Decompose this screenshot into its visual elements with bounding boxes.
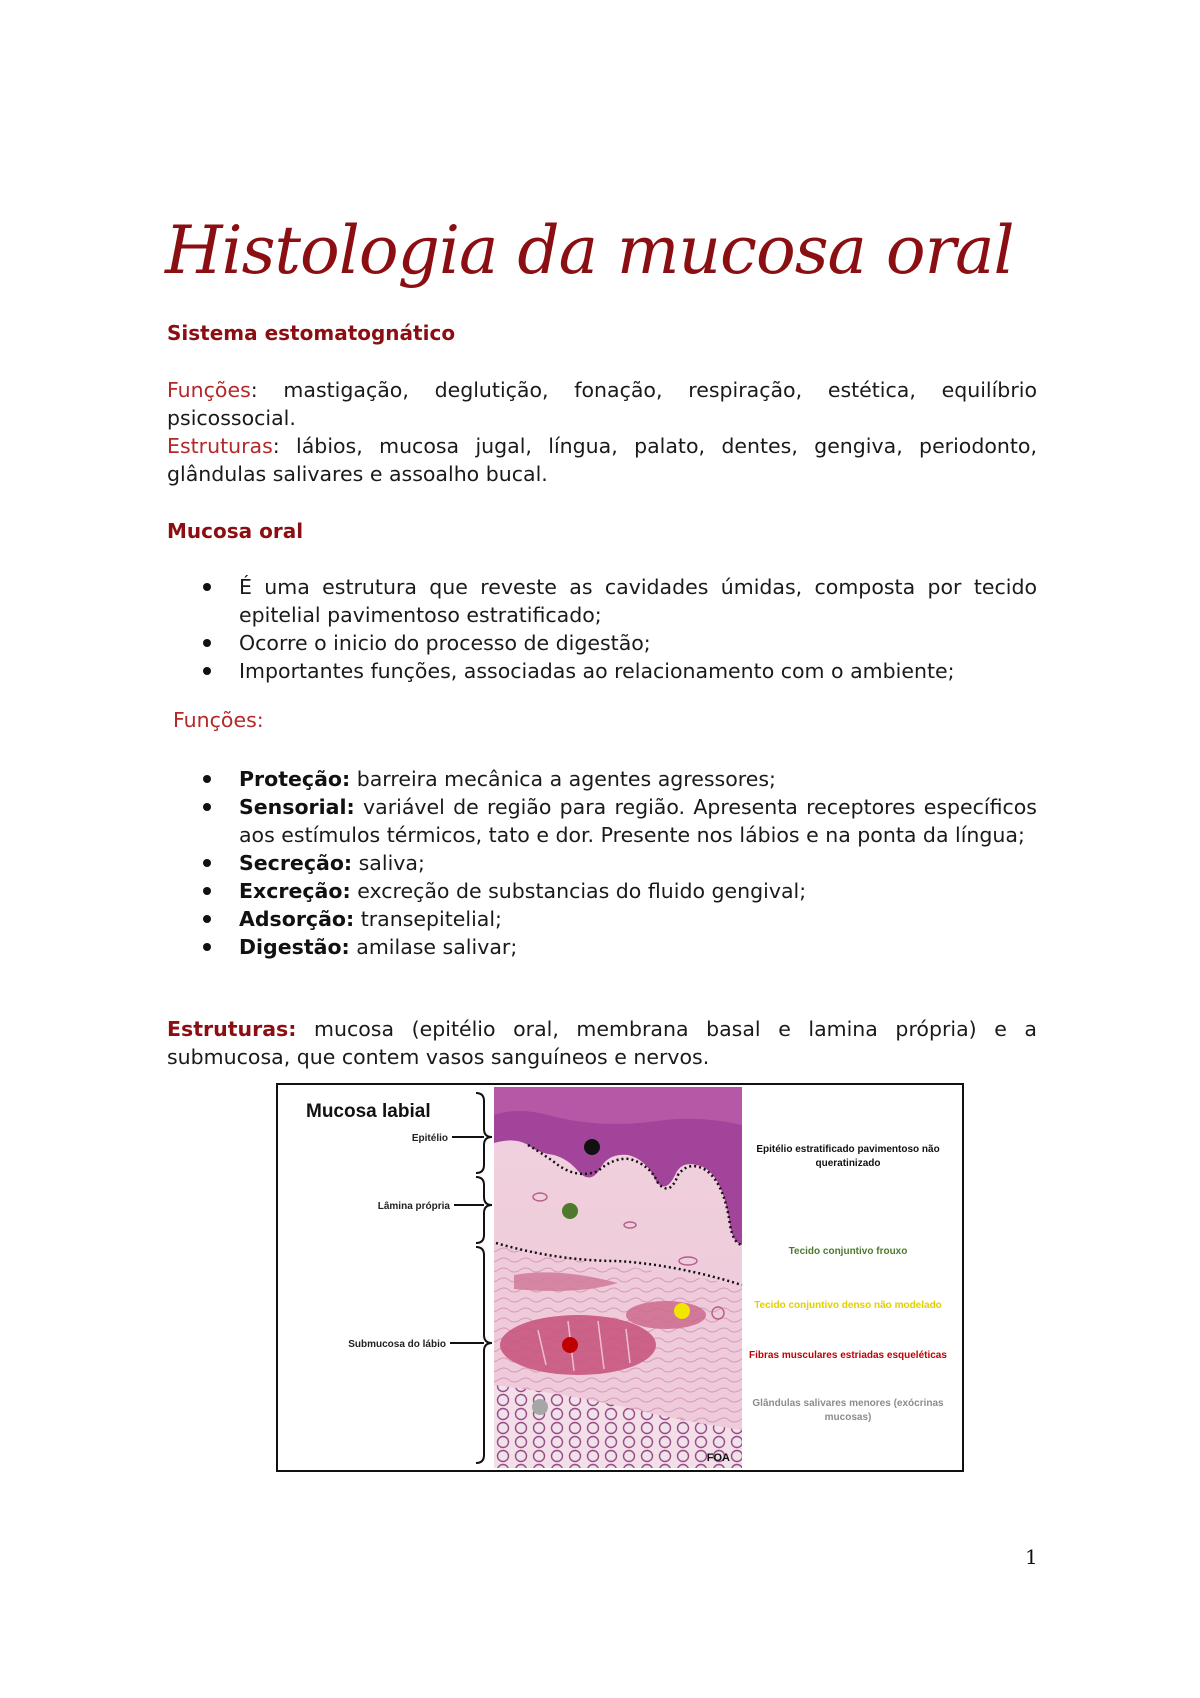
- loose-tissue-marker: [562, 1203, 578, 1219]
- epithelium-marker: [584, 1139, 600, 1155]
- list-item: [167, 573, 1037, 629]
- figure-legend: [748, 1143, 948, 1431]
- functions-label: Funções: [167, 378, 251, 402]
- heading-mucosa-oral: Mucosa oral: [167, 519, 304, 543]
- histology-image: [494, 1087, 742, 1468]
- histology-figure: [276, 1083, 964, 1472]
- bullet-icon: [203, 667, 211, 675]
- functions-text: : mastigação, deglutição, fonação, respiração, estética, equilíbrio psicossocial.: [167, 378, 1037, 430]
- item-text: saliva;: [352, 851, 425, 875]
- document-title: Histologia da mucosa oral: [165, 212, 1014, 289]
- mucosa-oral-bullet-list: [167, 573, 1037, 685]
- list-item: [167, 629, 1037, 657]
- list-item: [167, 657, 1037, 685]
- list-item-text: Importantes funções, associadas ao relacionamento com o ambiente;: [239, 659, 955, 683]
- page-number: 1: [1025, 1545, 1038, 1569]
- item-term: Proteção:: [239, 767, 351, 791]
- legend-dense: Tecido conjuntivo denso não modelado: [754, 1300, 942, 1311]
- region-brackets: [450, 1093, 492, 1463]
- item-text: excreção de substancias do fluido gengival;: [350, 879, 807, 903]
- figure-watermark: FOA: [706, 1452, 730, 1464]
- legend-muscle: Fibras musculares estriadas esqueléticas: [749, 1350, 947, 1361]
- label-lamina-propria: Lâmina própria: [377, 1201, 450, 1212]
- glands-marker: [532, 1399, 548, 1415]
- histology-figure-svg: [278, 1085, 962, 1470]
- list-item: [167, 849, 1037, 877]
- heading-sistema-estomatognatico: Sistema estomatognático: [167, 321, 456, 345]
- legend-loose-wrap: [748, 1245, 948, 1265]
- item-text: barreira mecânica a agentes agressores;: [350, 767, 776, 791]
- legend-epithelium: Epitélio estratificado pavimentoso não queratinizado: [756, 1144, 940, 1169]
- estruturas-text: mucosa (epitélio oral, membrana basal e lamina própria) e a submucosa, que contem vasos sanguíneos e nervos.: [167, 1017, 1037, 1069]
- bullet-icon: [203, 915, 211, 923]
- bullet-icon: [203, 887, 211, 895]
- item-term: Digestão:: [239, 935, 350, 959]
- dense-tissue-marker: [674, 1303, 690, 1319]
- structures-text: : lábios, mucosa jugal, língua, palato, dentes, gengiva, periodonto, glândulas salivares e assoalho bucal.: [167, 434, 1037, 486]
- item-term: Secreção:: [239, 851, 353, 875]
- estruturas-label: Estruturas:: [167, 1017, 297, 1041]
- legend-glands: Glândulas salivares menores (exócrinas mucosas): [752, 1398, 944, 1423]
- bullet-icon: [203, 775, 211, 783]
- legend-epithelium-wrap: [748, 1143, 948, 1179]
- label-submucosa: Submucosa do lábio: [348, 1339, 446, 1350]
- list-item-text: É uma estrutura que reveste as cavidades úmidas, composta por tecido epitelial pavimentoso estratificado;: [239, 575, 1037, 627]
- legend-dense-wrap: [748, 1299, 948, 1333]
- heading-funcoes: Funções:: [173, 708, 264, 732]
- legend-glands-wrap: [748, 1397, 948, 1431]
- item-text: transepitelial;: [354, 907, 502, 931]
- figure-title: Mucosa labial: [306, 1101, 431, 1122]
- muscle-marker: [562, 1337, 578, 1353]
- list-item: [167, 793, 1037, 849]
- funcoes-bullet-list: [167, 765, 1037, 961]
- paragraph-estruturas: [167, 1015, 1037, 1071]
- list-item: [167, 877, 1037, 905]
- list-item: [167, 905, 1037, 933]
- item-term: Sensorial:: [239, 795, 355, 819]
- structures-label: Estruturas: [167, 434, 273, 458]
- item-text: amilase salivar;: [349, 935, 518, 959]
- legend-muscle-wrap: [748, 1349, 948, 1383]
- bullet-icon: [203, 803, 211, 811]
- list-item: [167, 933, 1037, 961]
- bullet-icon: [203, 943, 211, 951]
- list-item-text: Ocorre o inicio do processo de digestão;: [239, 631, 651, 655]
- list-item: [167, 765, 1037, 793]
- bullet-icon: [203, 859, 211, 867]
- item-term: Excreção:: [239, 879, 351, 903]
- bullet-icon: [203, 583, 211, 591]
- item-text: variável de região para região. Apresenta receptores específicos aos estímulos térmicos, tato e dor. Presente nos lábios e na ponta da língua;: [239, 795, 1037, 847]
- bullet-icon: [203, 639, 211, 647]
- paragraph-functions: [167, 376, 1037, 432]
- item-term: Adsorção:: [239, 907, 355, 931]
- paragraph-structures: [167, 432, 1037, 488]
- legend-loose: Tecido conjuntivo frouxo: [788, 1246, 908, 1257]
- label-epithelium: Epitélio: [411, 1133, 448, 1144]
